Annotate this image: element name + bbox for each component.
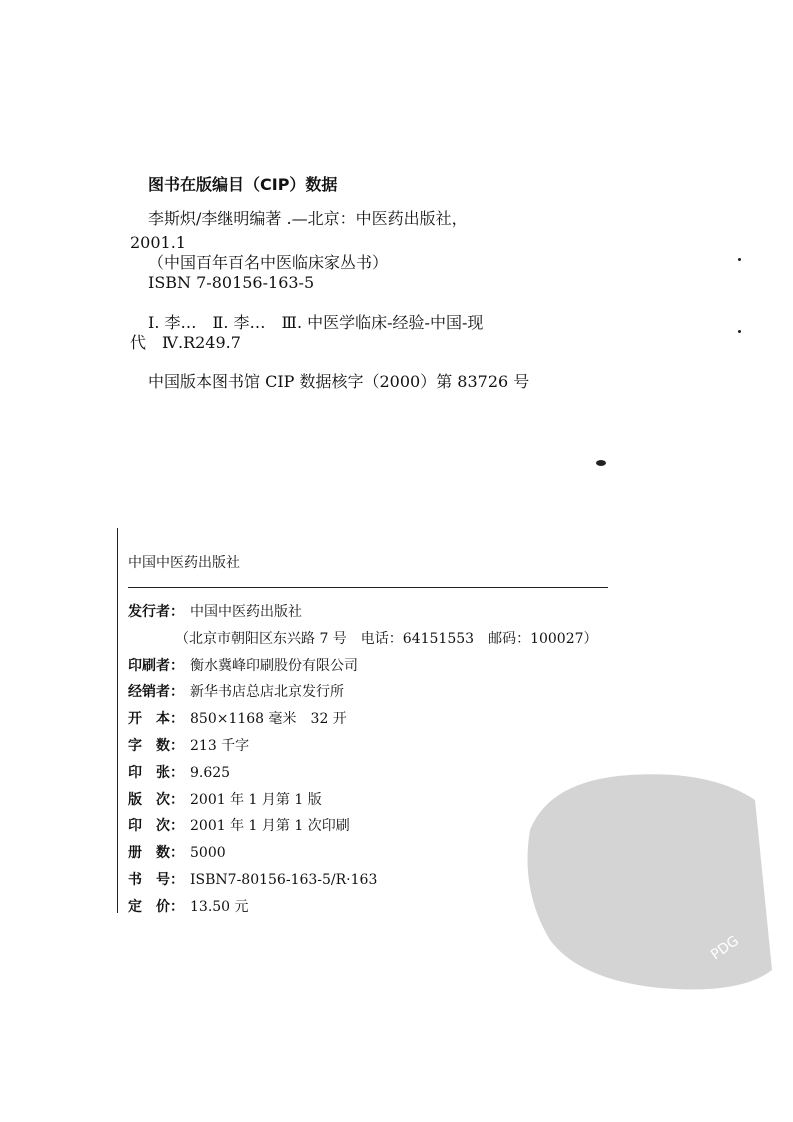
watermark-stamp [510, 760, 780, 1010]
cip-title: 图书在版编目（CIP）数据 [148, 175, 338, 194]
cip-line: （中国百年百名中医临床家丛书） [148, 253, 389, 272]
colophon-value: 13.50 元 [190, 898, 249, 915]
colophon-label: 书 号： [128, 872, 184, 888]
colophon-label: 经销者： [128, 684, 184, 701]
cip-line: 李斯炽/李继明编著 .—北京：中医药出版社， [148, 209, 468, 228]
colophon-value: （北京市朝阳区东兴路 7 号 电话：64151553 邮码：100027） [175, 630, 598, 647]
scan-speck [596, 460, 606, 466]
colophon-value: 9.625 [190, 764, 231, 781]
divider [128, 587, 608, 588]
colophon-value: 5000 [190, 845, 226, 862]
colophon-label: 册 数： [128, 845, 184, 862]
cip-line: 代 Ⅳ.R249.7 [130, 333, 241, 352]
colophon-value: 新华书店总店北京发行所 [190, 684, 344, 701]
colophon-label: 印 张： [128, 764, 184, 781]
colophon-value: 中国中医药出版社 [190, 604, 302, 620]
cip-line: 2001.1 [130, 233, 186, 252]
colophon-value: 2001 年 1 月第 1 版 [190, 791, 322, 808]
scan-speck [738, 258, 741, 261]
colophon-label: 印 次： [128, 818, 184, 835]
colophon-label: 发行者： [128, 604, 184, 620]
colophon-label: 开 本： [128, 711, 184, 728]
colophon-label: 字 数： [128, 738, 184, 754]
colophon-value: 衡水冀峰印刷股份有限公司 [190, 657, 358, 674]
watermark-text: PDG [708, 932, 742, 964]
colophon-value: 213 千字 [190, 738, 250, 754]
colophon-value: ISBN7-80156-163-5/R·163 [190, 872, 378, 888]
cip-line: Ⅰ. 李… Ⅱ. 李… Ⅲ. 中医学临床-经验-中国-现 [148, 313, 484, 332]
scan-speck [738, 330, 741, 333]
colophon-label: 定 价： [128, 898, 184, 915]
publisher-header: 中国中医药出版社 [128, 555, 240, 571]
colophon-label: 版 次： [128, 791, 184, 808]
stamp-shape [528, 774, 773, 989]
cip-isbn: ISBN 7-80156-163-5 [148, 273, 315, 292]
margin-rule [117, 528, 118, 913]
colophon-value: 850×1168 毫米 32 开 [190, 711, 347, 728]
colophon-value: 2001 年 1 月第 1 次印刷 [190, 818, 350, 835]
colophon-label: 印刷者： [128, 657, 184, 674]
cip-record-number: 中国版本图书馆 CIP 数据核字（2000）第 83726 号 [148, 372, 530, 391]
